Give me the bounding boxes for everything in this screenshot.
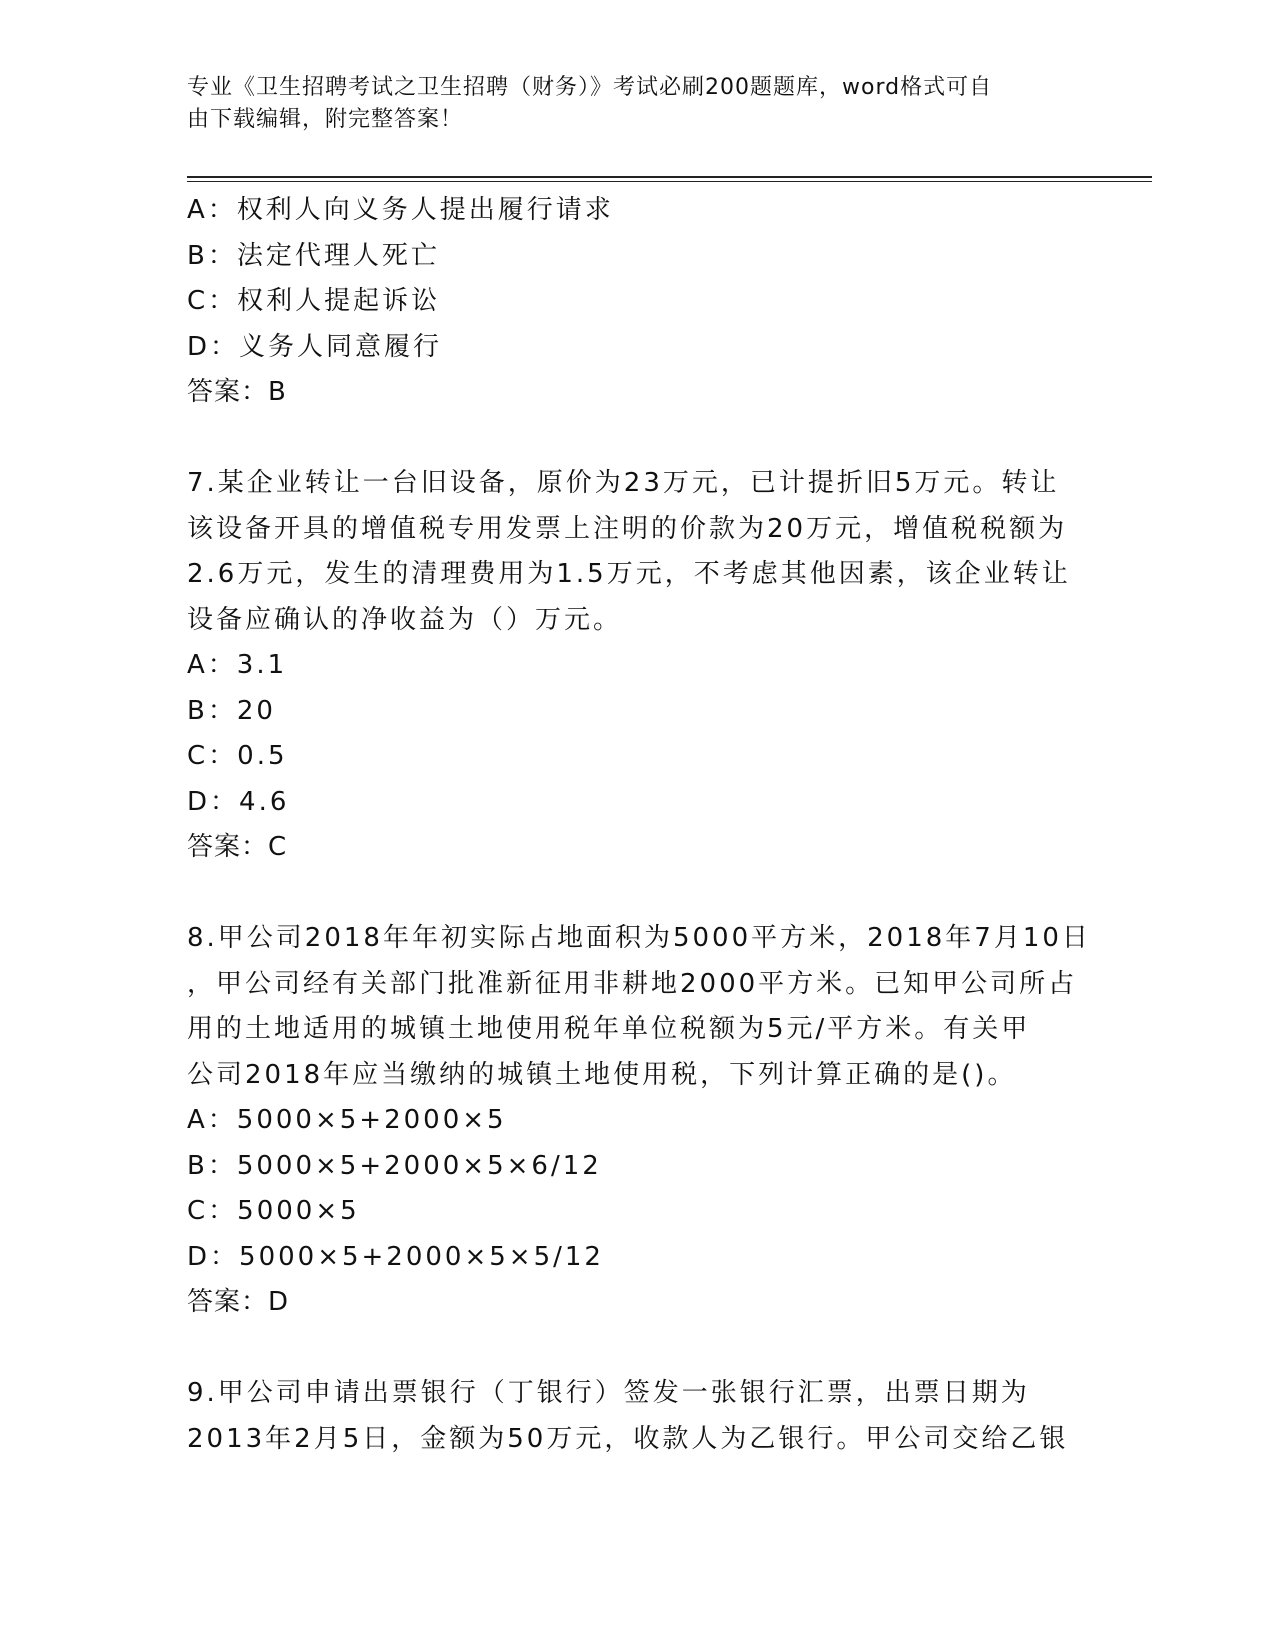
option-a: A：5000×5+2000×5 [187,1105,507,1135]
option-a: A：3.1 [187,650,288,680]
option-b: B：20 [187,695,276,726]
header-line-2: 由下载编辑，附完整答案！ [187,107,464,132]
question-stem-line: 公司2018年应当缴纳的城镇土地使用税，下列计算正确的是()。 [187,1059,1017,1090]
option-a: A：权利人向义务人提出履行请求 [187,195,614,225]
option-c: C：0.5 [187,741,288,771]
answer: 答案：D [187,1287,290,1317]
question-8 [187,916,1091,1326]
question-stem-line: 该设备开具的增值税专用发票上注明的价款为20万元，增值税税额为 [187,513,1068,544]
question-9 [187,1371,1087,1462]
option-d: D：义务人同意履行 [187,331,443,362]
option-b: B：法定代理人死亡 [187,240,440,271]
question-6 [187,188,1087,416]
question-stem-line: ，甲公司经有关部门批准新征用非耕地2000平方米。已知甲公司所占 [187,968,1078,999]
question-stem-line: 用的土地适用的城镇土地使用税年单位税额为5元/平方米。有关甲 [187,1014,1031,1044]
answer: 答案：C [187,832,288,862]
question-stem-line: 2013年2月5日，金额为50万元，收款人为乙银行。甲公司交给乙银 [187,1423,1069,1454]
answer: 答案：B [187,377,287,407]
question-stem-line: 8.甲公司2018年年初实际占地面积为5000平方米，2018年7月10日 [187,923,1091,953]
question-stem-line: 2.6万元，发生的清理费用为1.5万元，不考虑其他因素，该企业转让 [187,559,1071,589]
question-stem-line: 设备应确认的净收益为（）万元。 [187,604,623,635]
question-stem-line: 9.甲公司申请出票银行（丁银行）签发一张银行汇票，出票日期为 [187,1378,1030,1408]
header-line-1: 专业《卫生招聘考试之卫生招聘（财务）》考试必刷200题题库，word格式可自 [187,75,993,100]
header-rule-thick [187,176,1152,178]
header-rule-thin [187,181,1152,182]
option-d: D：5000×5+2000×5×5/12 [187,1241,604,1272]
option-c: C：权利人提起诉讼 [187,286,441,316]
option-b: B：5000×5+2000×5×6/12 [187,1150,602,1181]
option-d: D：4.6 [187,786,290,817]
question-7 [187,461,1087,871]
option-c: C：5000×5 [187,1196,360,1226]
question-stem-line: 7.某企业转让一台旧设备，原价为23万元，已计提折旧5万元。转让 [187,468,1060,498]
document-body [187,188,1091,1462]
document-header [187,72,1067,136]
